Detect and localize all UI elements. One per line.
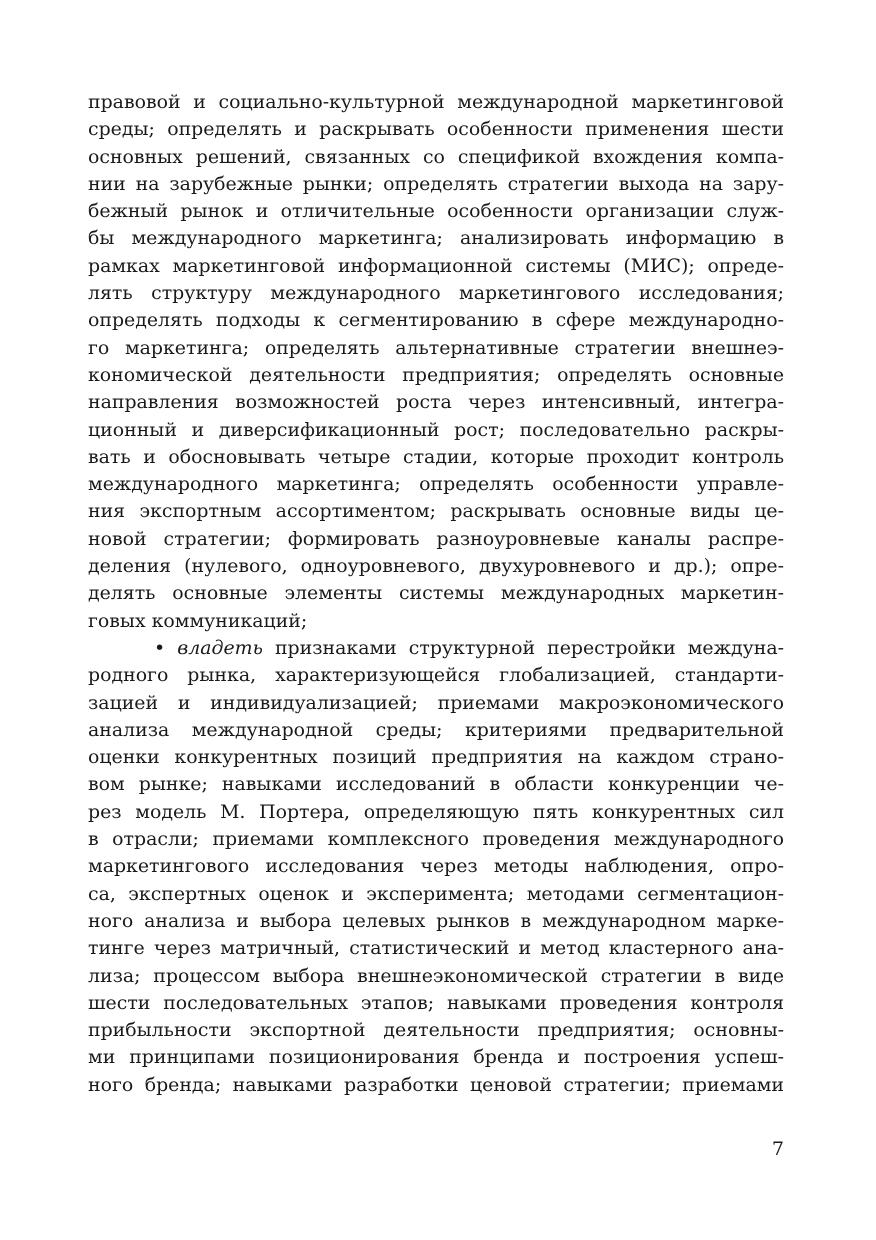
text-line: определять подходы к сегментированию в сфере международно- bbox=[88, 309, 784, 332]
bullet-marker: • bbox=[154, 636, 166, 659]
text-line: рез модель М. Портера, определяющую пять конкурентных сил bbox=[88, 800, 784, 823]
text-line: кономической деятельности предприятия; определять основные bbox=[88, 363, 784, 386]
text-line: лиза; процессом выбора внешнеэкономической стратегии в виде bbox=[88, 964, 784, 987]
italic-keyword: владеть bbox=[177, 636, 263, 659]
text-line: зацией и индивидуализацией; приемами макроэкономического bbox=[88, 691, 784, 714]
text-line: прибыльности экспортной деятельности предприятия; основны- bbox=[88, 1019, 784, 1042]
text-line: маркетингового исследования через методы наблюдения, опро- bbox=[88, 855, 784, 878]
text-line: ного бренда; навыками разработки ценовой стратегии; приемами bbox=[88, 1073, 784, 1096]
text-line: говых коммуникаций; bbox=[88, 609, 308, 632]
text-line: направления возможностей роста через интенсивный, интегра- bbox=[88, 391, 784, 414]
text-line: ми принципами позиционирования бренда и построения успеш- bbox=[88, 1046, 784, 1069]
text-line: делять основные элементы системы международных маркетин- bbox=[88, 582, 784, 605]
text-line: рамках маркетинговой информационной системы (МИС); опреде- bbox=[88, 254, 784, 277]
text-line: ния экспортным ассортиментом; раскрывать основные виды це- bbox=[88, 500, 784, 523]
paragraph-1 bbox=[88, 89, 784, 635]
bullet-line bbox=[88, 635, 784, 662]
text-line: вом рынке; навыками исследований в области конкуренции че- bbox=[88, 773, 784, 796]
text-line: лять структуру международного маркетингового исследования; bbox=[88, 282, 784, 305]
text-line: ционный и диверсификационный рост; последовательно раскры- bbox=[88, 418, 784, 441]
text-line: основных решений, связанных со спецификой вхождения компа- bbox=[88, 145, 784, 168]
text-line: шести последовательных этапов; навыками проведения контроля bbox=[88, 991, 784, 1014]
text-line: международного маркетинга; определять особенности управле- bbox=[88, 473, 784, 496]
text-line: вать и обосновывать четыре стадии, которые проходит контроль bbox=[88, 445, 784, 468]
bullet-line-text: признаками структурной перестройки междуна- bbox=[274, 636, 784, 659]
text-line: анализа международной среды; критериями предварительной bbox=[88, 718, 784, 741]
text-line: новой стратегии; формировать разноуровневые каналы распре- bbox=[88, 527, 784, 550]
text-line: оценки конкурентных позиций предприятия на каждом страно- bbox=[88, 746, 784, 769]
text-line: тинге через матричный, статистический и метод кластерного ана- bbox=[88, 937, 784, 960]
text-line: родного рынка, характеризующейся глобализацией, стандарти- bbox=[88, 664, 784, 687]
text-line: са, экспертных оценок и эксперимента; методами сегментацион- bbox=[88, 882, 784, 905]
text-line: нии на зарубежные рынки; определять стратегии выхода на зару- bbox=[88, 172, 784, 195]
paragraph-2 bbox=[88, 635, 784, 1099]
page-number: 7 bbox=[771, 1138, 784, 1160]
text-line: деления (нулевого, одноуровневого, двухуровневого и др.); опре- bbox=[88, 555, 784, 578]
text-line: бы международного маркетинга; анализировать информацию в bbox=[88, 227, 784, 250]
text-line: ного анализа и выбора целевых рынков в международном марке- bbox=[88, 909, 784, 932]
text-line: среды; определять и раскрывать особенности применения шести bbox=[88, 118, 784, 141]
text-line: правовой и социально-культурной международной маркетинговой bbox=[88, 91, 784, 113]
text-line: го маркетинга; определять альтернативные стратегии внешнеэ- bbox=[88, 336, 784, 359]
body-text bbox=[88, 89, 784, 1099]
text-line: в отрасли; приемами комплексного проведения международного bbox=[88, 828, 784, 851]
text-line: бежный рынок и отличительные особенности организации служ- bbox=[88, 200, 784, 223]
